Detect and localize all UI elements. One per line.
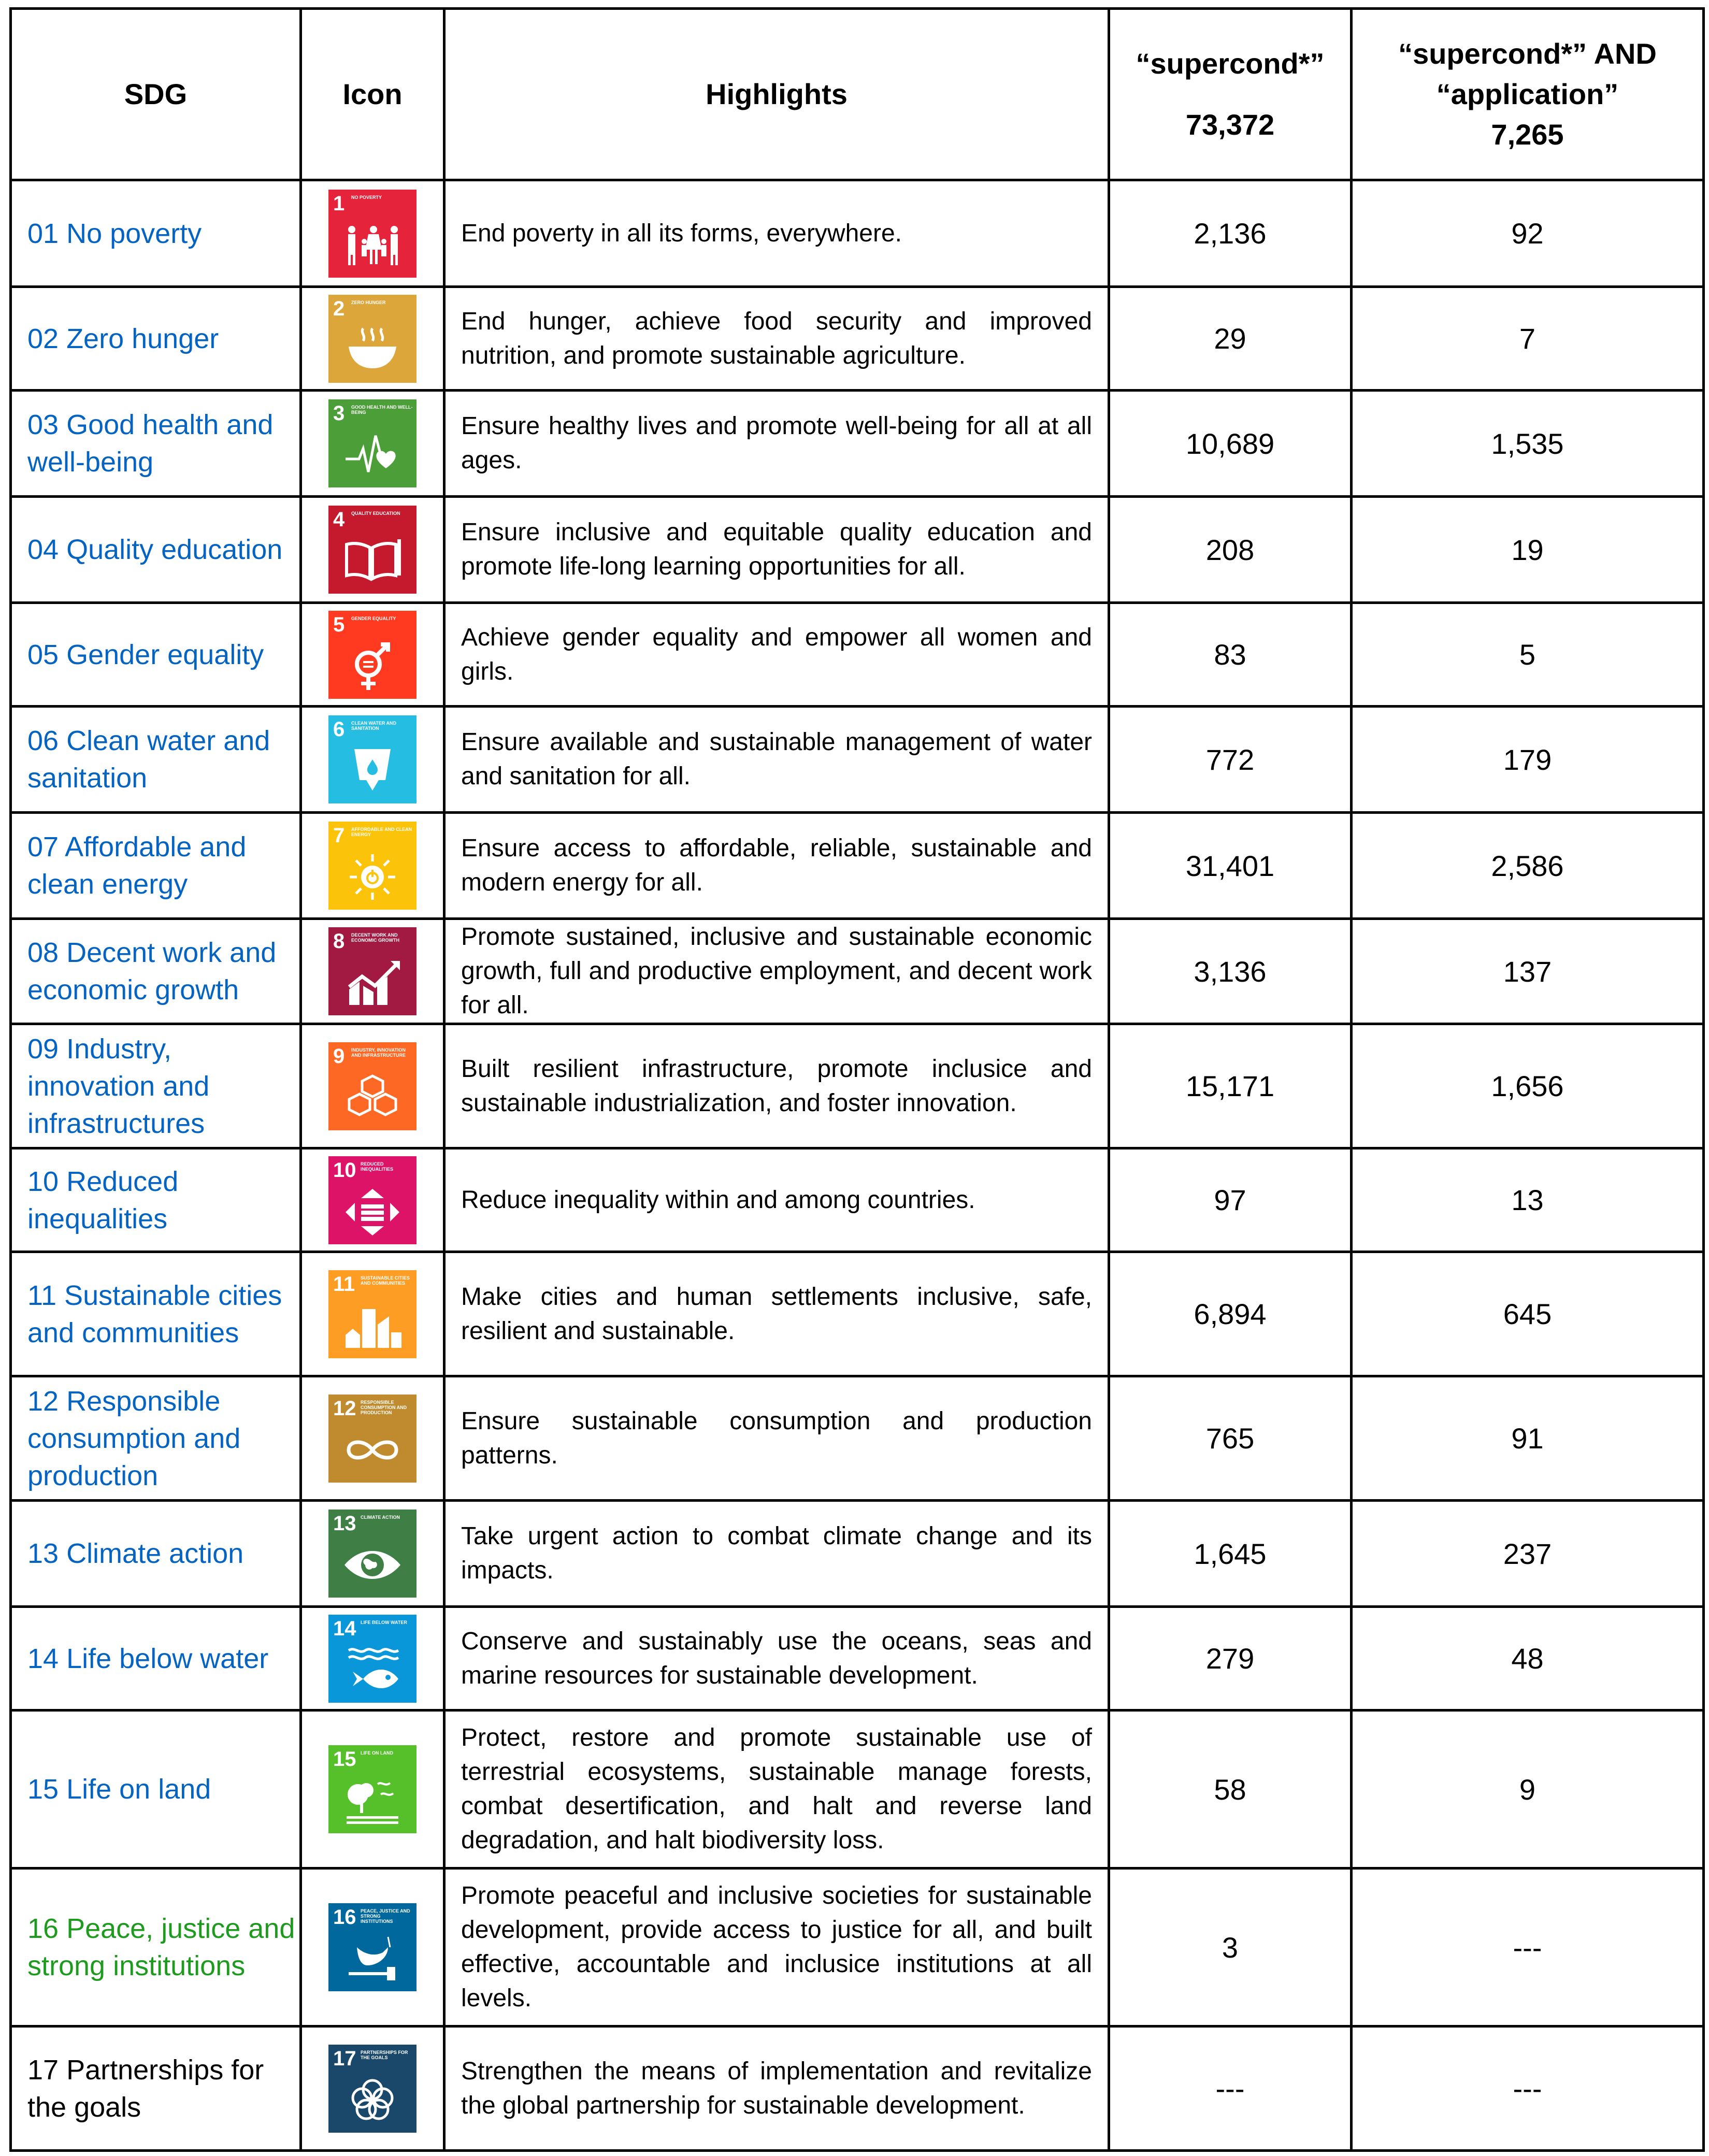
sdg-goal-link-1[interactable] [11,180,301,287]
supercond-count: 1,645 [1109,1501,1352,1607]
supercond-application-count: 19 [1352,497,1704,603]
header-icon: Icon [301,9,444,180]
supercond-application-count: 179 [1352,707,1704,813]
sdg-tile-number: 2 [333,297,345,320]
icon-cell [301,919,444,1024]
highlight-text: Make cities and human settlements inclusive, safe, resilient and sustainable. [444,1252,1109,1376]
sdg-tile-4 [328,506,417,594]
sdg-tile-label: SUSTAINABLE CITIES AND COMMUNITIES [361,1275,410,1286]
sdg-goal-link-12[interactable] [11,1376,301,1501]
sdg-table [9,7,1705,2152]
table-row-sdg-11 [11,1252,1704,1376]
sdg-goal-label: 01 No poverty [27,218,202,249]
water-glass-icon [341,744,404,798]
supercond-count: 279 [1109,1607,1352,1711]
sdg-goal-link-8[interactable] [11,919,301,1024]
sdg-tile-number: 7 [333,824,345,847]
sdg-tile-label: NO POVERTY [351,194,382,200]
highlight-text: End poverty in all its forms, everywhere. [444,180,1109,287]
icon-cell [301,287,444,391]
supercond-count: 765 [1109,1376,1352,1501]
header-sdg: SDG [11,9,301,180]
sdg-tile-13 [328,1510,417,1598]
sdg-tile-number: 10 [333,1158,356,1182]
sdg-goal-link-2[interactable] [11,287,301,391]
tree-birds-icon [341,1774,404,1828]
supercond-count: 6,894 [1109,1252,1352,1376]
earth-eye-icon [341,1538,404,1592]
icon-cell [301,1501,444,1607]
sdg-tile-label: GOOD HEALTH AND WELL-BEING [351,405,413,415]
sdg-goal-link-13[interactable] [11,1501,301,1607]
sdg-goal-label: 09 Industry, innovation and infrastructures [27,1033,210,1139]
supercond-application-count: 645 [1352,1252,1704,1376]
supercond-count: 31,401 [1109,813,1352,919]
icon-cell [301,391,444,497]
sdg-goal-label: 04 Quality education [27,534,283,565]
icon-cell [301,1376,444,1501]
dove-gavel-icon [341,1932,404,1986]
supercond-application-count: 91 [1352,1376,1704,1501]
equality-arrows-icon [341,1185,404,1239]
sdg-tile-1 [328,190,417,278]
sdg-tile-label: RESPONSIBLE CONSUMPTION AND PRODUCTION [361,1399,407,1415]
highlight-text: Strengthen the means of implementation and revitalize the global partnership for sustainable development. [444,2026,1109,2151]
table-row-sdg-10 [11,1148,1704,1252]
table-row-sdg-9 [11,1024,1704,1148]
sdg-goal-link-10[interactable] [11,1148,301,1252]
highlight-text: End hunger, achieve food security and improved nutrition, and promote sustainable agriculture. [444,287,1109,391]
sdg-goal-label: 08 Decent work and economic growth [27,937,277,1005]
sdg-goal-label: 05 Gender equality [27,639,264,670]
header-supercond-total: 73,372 [1185,108,1275,141]
highlight-text: Protect, restore and promote sustainable use of terrestrial ecosystems, sustainable manage forests, combat desertification, and halt and reverse land degradation, and halt biodiversity loss. [444,1711,1109,1868]
sdg-tile-9 [328,1042,417,1130]
table-row-sdg-1 [11,180,1704,287]
highlight-text: Promote peaceful and inclusive societies for sustainable development, provide access to justice for all, and built effective, accountable and inclusice institutions at all levels. [444,1868,1109,2026]
sdg-tile-label: LIFE ON LAND [361,1750,393,1756]
highlight-text: Promote sustained, inclusive and sustainable economic growth, full and productive employment, and decent work for all. [444,919,1109,1024]
sdg-goal-label: 17 Partnerships for the goals [27,2054,264,2123]
sdg-goal-link-6[interactable] [11,707,301,813]
supercond-application-count: --- [1352,2026,1704,2151]
infinity-icon [341,1423,404,1477]
supercond-count: 3 [1109,1868,1352,2026]
sun-power-icon [341,850,404,904]
sdg-tile-11 [328,1270,417,1358]
book-icon [341,534,404,588]
highlight-text: Ensure inclusive and equitable quality education and promote life-long learning opportunities for all. [444,497,1109,603]
supercond-application-count: 1,535 [1352,391,1704,497]
sdg-goal-label: 15 Life on land [27,1774,211,1805]
sdg-tile-3 [328,399,417,487]
supercond-count: 15,171 [1109,1024,1352,1148]
table-row-sdg-17 [11,2026,1704,2151]
sdg-goal-label: 11 Sustainable cities and communities [27,1280,282,1348]
sdg-tile-5 [328,611,417,699]
table-row-sdg-7 [11,813,1704,919]
sdg-tile-label: ZERO HUNGER [351,299,386,305]
sdg-tile-number: 15 [333,1748,356,1771]
highlight-text: Conserve and sustainably use the oceans, seas and marine resources for sustainable development. [444,1607,1109,1711]
bowl-icon [341,323,404,378]
sdg-goal-link-11[interactable] [11,1252,301,1376]
icon-cell [301,707,444,813]
sdg-goal-link-4[interactable] [11,497,301,603]
supercond-count: 208 [1109,497,1352,603]
sdg-tile-6 [328,715,417,803]
sdg-tile-label: GENDER EQUALITY [351,615,396,621]
sdg-tile-number: 4 [333,508,345,531]
sdg-goal-link-5[interactable] [11,603,301,707]
table-row-sdg-6 [11,707,1704,813]
sdg-goal-label: 16 Peace, justice and strong institutions [27,1913,295,1981]
sdg-goal-label: 06 Clean water and sanitation [27,725,270,794]
sdg-tile-label: AFFORDABLE AND CLEAN ENERGY [351,827,412,837]
header-supercond-application-label-1: “supercond*” AND [1398,37,1657,70]
supercond-application-count: 13 [1352,1148,1704,1252]
sdg-tile-number: 16 [333,1906,356,1929]
sdg-tile-number: 6 [333,718,345,741]
icon-cell [301,813,444,919]
supercond-count: 97 [1109,1148,1352,1252]
sdg-tile-12 [328,1395,417,1483]
icon-cell [301,1252,444,1376]
sdg-tile-label: PARTNERSHIPS FOR THE GOALS [361,2049,408,2060]
header-row [11,9,1704,180]
supercond-application-count: --- [1352,1868,1704,2026]
table-row-sdg-5 [11,603,1704,707]
sdg-tile-number: 12 [333,1397,356,1420]
header-highlights: Highlights [444,9,1109,180]
sdg-goal-label: 13 Climate action [27,1538,244,1569]
supercond-count: 83 [1109,603,1352,707]
sdg-tile-number: 3 [333,402,345,425]
sdg-goal-label: 07 Affordable and clean energy [27,831,247,900]
growth-chart-icon [341,956,404,1010]
sdg-tile-number: 13 [333,1512,356,1535]
supercond-count: 2,136 [1109,180,1352,287]
sdg-tile-number: 5 [333,613,345,636]
icon-cell [301,2026,444,2151]
supercond-application-count: 7 [1352,287,1704,391]
supercond-application-count: 137 [1352,919,1704,1024]
heartbeat-icon [341,428,404,482]
sdg-tile-label: CLEAN WATER AND SANITATION [351,721,396,731]
gender-icon [341,639,404,694]
header-supercond-label: “supercond*” [1136,47,1325,80]
highlight-text: Take urgent action to combat climate change and its impacts. [444,1501,1109,1607]
table-row-sdg-16 [11,1868,1704,2026]
icon-cell [301,1711,444,1868]
sdg-goal-label: 03 Good health and well-being [27,409,274,478]
sdg-tile-8 [328,927,417,1015]
icon-cell [301,1024,444,1148]
highlight-text: Reduce inequality within and among countries. [444,1148,1109,1252]
sdg-tile-16 [328,1903,417,1991]
table-row-sdg-2 [11,287,1704,391]
supercond-application-count: 5 [1352,603,1704,707]
icon-cell [301,1868,444,2026]
table-row-sdg-8 [11,919,1704,1024]
header-supercond-application-total: 7,265 [1491,118,1564,151]
sdg-goal-link-15[interactable] [11,1711,301,1868]
sdg-goal-link-17[interactable] [11,2026,301,2151]
table-row-sdg-3 [11,391,1704,497]
supercond-application-count: 92 [1352,180,1704,287]
supercond-application-count: 1,656 [1352,1024,1704,1148]
sdg-tile-2 [328,295,417,383]
sdg-tile-10 [328,1156,417,1244]
icon-cell [301,1148,444,1252]
header-supercond-application [1352,9,1704,180]
sdg-tile-7 [328,822,417,910]
table-row-sdg-15 [11,1711,1704,1868]
icon-cell [301,1607,444,1711]
fish-waves-icon [341,1643,404,1698]
sdg-tile-number: 14 [333,1617,356,1640]
sdg-goal-link-16[interactable] [11,1868,301,2026]
supercond-count: 10,689 [1109,391,1352,497]
supercond-count: --- [1109,2026,1352,2151]
icon-cell [301,180,444,287]
sdg-tile-number: 9 [333,1044,345,1068]
table-row-sdg-4 [11,497,1704,603]
sdg-tile-label: CLIMATE ACTION [361,1515,400,1520]
sdg-tile-label: LIFE BELOW WATER [361,1619,407,1625]
city-buildings-icon [341,1299,404,1353]
supercond-count: 772 [1109,707,1352,813]
highlight-text: Achieve gender equality and empower all women and girls. [444,603,1109,707]
sdg-tile-14 [328,1615,417,1703]
family-icon [341,218,404,272]
highlight-text: Ensure sustainable consumption and production patterns. [444,1376,1109,1501]
sdg-goal-link-9[interactable] [11,1024,301,1148]
sdg-tile-label: REDUCED INEQUALITIES [361,1161,394,1172]
sdg-tile-label: INDUSTRY, INNOVATION AND INFRASTRUCTURE [351,1047,406,1058]
interlocking-rings-icon [341,2073,404,2128]
sdg-tile-number: 1 [333,192,345,215]
sdg-tile-number: 11 [333,1272,355,1296]
sdg-tile-label: QUALITY EDUCATION [351,511,400,516]
icon-cell [301,497,444,603]
supercond-count: 3,136 [1109,919,1352,1024]
sdg-tile-15 [328,1745,417,1833]
sdg-tile-number: 8 [333,930,345,953]
table-row-sdg-14 [11,1607,1704,1711]
supercond-application-count: 2,586 [1352,813,1704,919]
sdg-tile-label: DECENT WORK AND ECONOMIC GROWTH [351,932,399,943]
header-supercond [1109,9,1352,180]
sdg-tile-number: 17 [333,2047,356,2070]
header-supercond-application-label-2: “application” [1436,78,1619,110]
supercond-application-count: 9 [1352,1711,1704,1868]
sdg-goal-link-7[interactable] [11,813,301,919]
supercond-count: 58 [1109,1711,1352,1868]
highlight-text: Built resilient infrastructure, promote inclusice and sustainable industrialization, and foster innovation. [444,1024,1109,1148]
sdg-goal-label: 02 Zero hunger [27,323,219,354]
cubes-icon [341,1071,404,1125]
table-row-sdg-13 [11,1501,1704,1607]
highlight-text: Ensure available and sustainable management of water and sanitation for all. [444,707,1109,813]
sdg-goal-label: 12 Responsible consumption and production [27,1385,241,1491]
supercond-application-count: 48 [1352,1607,1704,1711]
supercond-count: 29 [1109,287,1352,391]
sdg-goal-link-3[interactable] [11,391,301,497]
highlight-text: Ensure access to affordable, reliable, sustainable and modern energy for all. [444,813,1109,919]
icon-cell [301,603,444,707]
sdg-tile-17 [328,2045,417,2133]
supercond-application-count: 237 [1352,1501,1704,1607]
table-row-sdg-12 [11,1376,1704,1501]
sdg-goal-label: 14 Life below water [27,1643,269,1674]
sdg-tile-label: PEACE, JUSTICE AND STRONG INSTITUTIONS [361,1908,410,1924]
sdg-goal-link-14[interactable] [11,1607,301,1711]
sdg-goal-label: 10 Reduced inequalities [27,1166,179,1234]
highlight-text: Ensure healthy lives and promote well-being for all at all ages. [444,391,1109,497]
